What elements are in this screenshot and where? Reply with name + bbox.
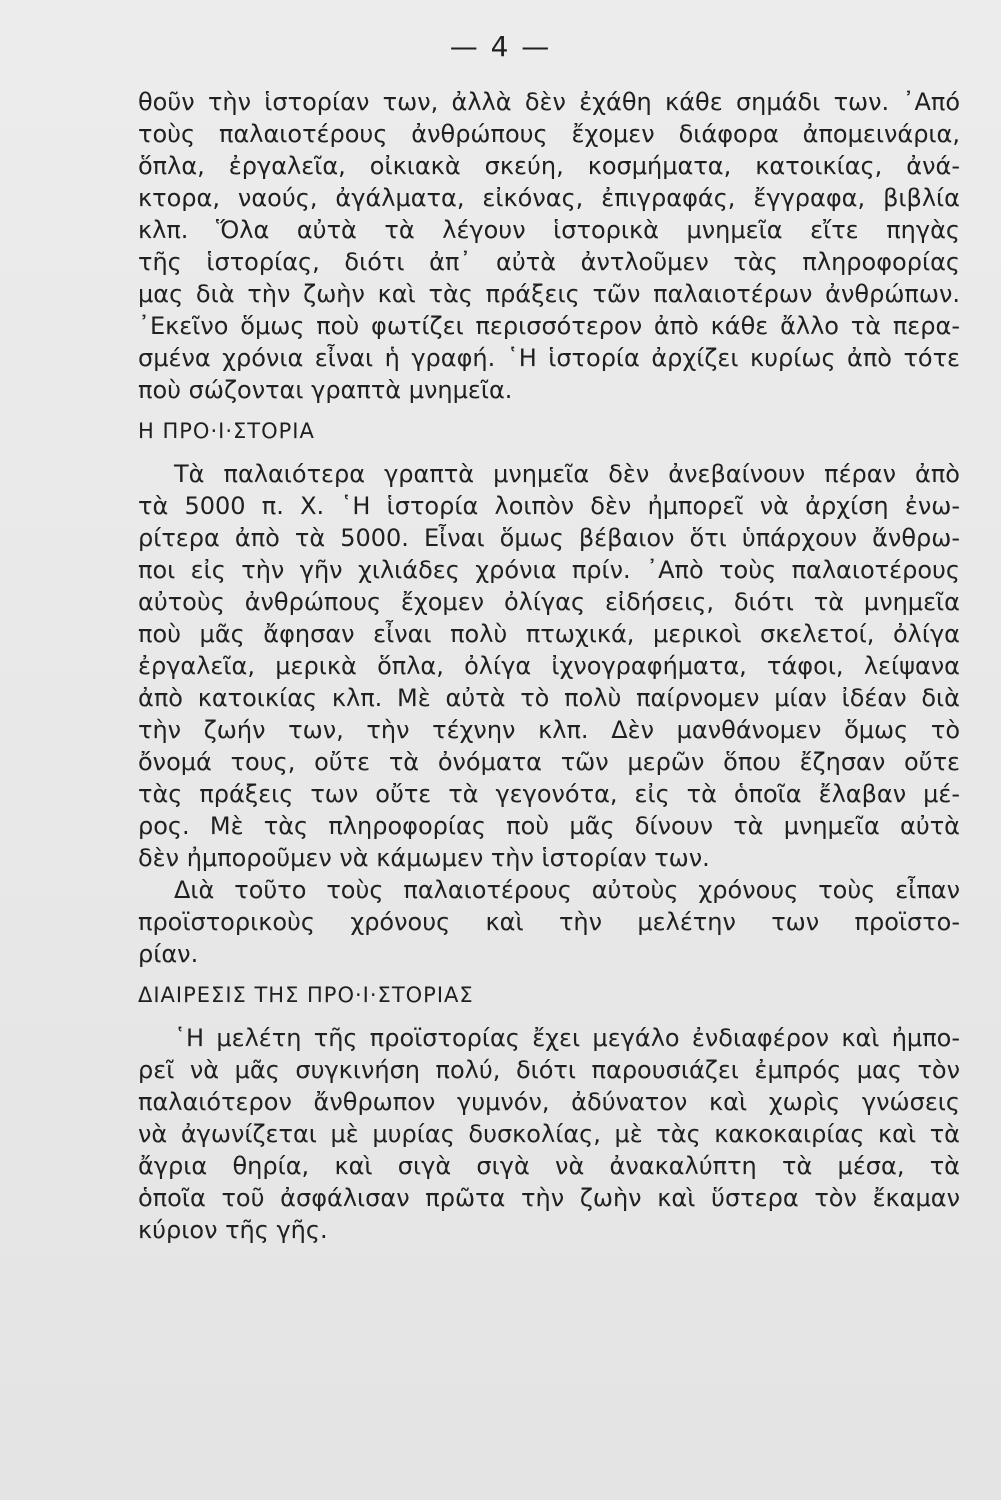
text-line: τὰ 5000 π. Χ. ῾Η ἱστορία λοιπὸν δὲν ἠμπορεῖ νὰ ἀρχίση ἐνω-	[138, 492, 960, 520]
text-line: κύριον τῆς γῆς.	[138, 1216, 328, 1244]
text-line: τὴν ζωήν των, τὴν τέχνην κλπ. Δὲν μανθάνομεν ὅμως τὸ	[138, 716, 960, 744]
text-line: ποὺ σώζονται γραπτὰ μνημεῖα.	[138, 376, 513, 404]
text-line: προϊστορικοὺς χρόνους καὶ τὴν μελέτην των προϊστο-	[138, 908, 960, 936]
text-line: ἄγρια θηρία, καὶ σιγὰ σιγὰ νὰ ἀνακαλύπτη τὰ μέσα, τὰ	[138, 1152, 960, 1180]
text-line: δὲν ἠμποροῦμεν νὰ κάμωμεν τὴν ἱστορίαν των.	[138, 844, 710, 872]
section-heading-prehistory: Η ΠΡΟ·Ι·ΣΤΟΡΙΑ	[138, 419, 315, 443]
text-line: ὅπλα, ἐργαλεῖα, οἰκιακὰ σκεύη, κοσμήματα, κατοικίας, ἀνά-	[138, 152, 960, 180]
text-line: Τὰ παλαιότερα γραπτὰ μνημεῖα δὲν ἀνεβαίνουν πέραν ἀπὸ	[174, 460, 960, 488]
text-line: ῾Η μελέτη τῆς προϊστορίας ἔχει μεγάλο ἐνδιαφέρον καὶ ἠμπο-	[174, 1024, 960, 1052]
text-line: τὰς πράξεις των οὔτε τὰ γεγονότα, εἰς τὰ ὁποῖα ἔλαβαν μέ-	[138, 780, 960, 808]
text-line: ᾿Εκεῖνο ὅμως ποὺ φωτίζει περισσότερον ἀπὸ κάθε ἄλλο τὰ περα-	[138, 312, 960, 340]
page-body	[138, 86, 960, 1246]
text-line: ρίτερα ἀπὸ τὰ 5000. Εἶναι ὅμως βέβαιον ὅτι ὑπάρχουν ἄνθρω-	[138, 524, 960, 552]
paragraph-divisions-1	[138, 1022, 960, 1246]
page-number: — 4 —	[449, 30, 552, 63]
text-line: θοῦν τὴν ἱστορίαν των, ἀλλὰ δὲν ἐχάθη κάθε σημάδι των. ᾿Από	[138, 88, 960, 116]
text-line: νὰ ἀγωνίζεται μὲ μυρίας δυσκολίας, μὲ τὰς κακοκαιρίας καὶ τὰ	[138, 1120, 960, 1148]
paragraph-prehistory-2	[138, 874, 960, 970]
text-line: ρος. Μὲ τὰς πληροφορίας ποὺ μᾶς δίνουν τὰ μνημεῖα αὐτὰ	[138, 812, 960, 840]
text-line: Διὰ τοῦτο τοὺς παλαιοτέρους αὐτοὺς χρόνους τοὺς εἶπαν	[174, 876, 960, 904]
text-line: κτορα, ναούς, ἀγάλματα, εἰκόνας, ἐπιγραφάς, ἔγγραφα, βιβλία	[138, 184, 960, 212]
text-line: ἐργαλεῖα, μερικὰ ὅπλα, ὀλίγα ἰχνογραφήματα, τάφοι, λείψανα	[138, 652, 960, 680]
text-line: ὄνομά τους, οὔτε τὰ ὀνόματα τῶν μερῶν ὅπου ἔζησαν οὔτε	[138, 748, 960, 776]
text-line: μας διὰ τὴν ζωὴν καὶ τὰς πράξεις τῶν παλαιοτέρων ἀνθρώπων.	[138, 280, 960, 308]
text-line: ρεῖ νὰ μᾶς συγκινήση πολύ, διότι παρουσιάζει ἐμπρός μας τὸν	[138, 1056, 960, 1084]
section-heading-divisions: ΔΙΑΙΡΕΣΙΣ ΤΗΣ ΠΡΟ·Ι·ΣΤΟΡΙΑΣ	[138, 983, 474, 1007]
text-line: ἀπὸ κατοικίας κλπ. Μὲ αὐτὰ τὸ πολὺ παίρνομεν μίαν ἰδέαν διὰ	[138, 684, 960, 712]
text-line: κλπ. Ὅλα αὐτὰ τὰ λέγουν ἱστορικὰ μνημεῖα εἴτε πηγὰς	[138, 216, 960, 244]
text-line: τῆς ἱστορίας, διότι ἀπ᾿ αὐτὰ ἀντλοῦμεν τὰς πληροφορίας	[138, 248, 960, 276]
text-line: ρίαν.	[138, 940, 199, 968]
text-line: αὐτοὺς ἀνθρώπους ἔχομεν ὀλίγας εἰδήσεις, διότι τὰ μνημεῖα	[138, 588, 960, 616]
text-line: παλαιότερον ἄνθρωπον γυμνόν, ἀδύνατον καὶ χωρὶς γνώσεις	[138, 1088, 960, 1116]
text-line: τοὺς παλαιοτέρους ἀνθρώπους ἔχομεν διάφορα ἀπομεινάρια,	[138, 120, 960, 148]
text-line: ὁποῖα τοῦ ἀσφάλισαν πρῶτα τὴν ζωὴν καὶ ὕστερα τὸν ἔκαμαν	[138, 1184, 960, 1212]
text-line: ποὺ μᾶς ἄφησαν εἶναι πολὺ πτωχικά, μερικοὶ σκελετοί, ὀλίγα	[138, 620, 960, 648]
text-line: σμένα χρόνια εἶναι ἡ γραφή. ῾Η ἱστορία ἀρχίζει κυρίως ἀπὸ τότε	[138, 344, 960, 372]
paragraph-prehistory-1	[138, 458, 960, 874]
text-line: ποι εἰς τὴν γῆν χιλιάδες χρόνια πρίν. ᾿Απὸ τοὺς παλαιοτέρους	[138, 556, 960, 584]
paragraph-intro	[138, 86, 960, 406]
